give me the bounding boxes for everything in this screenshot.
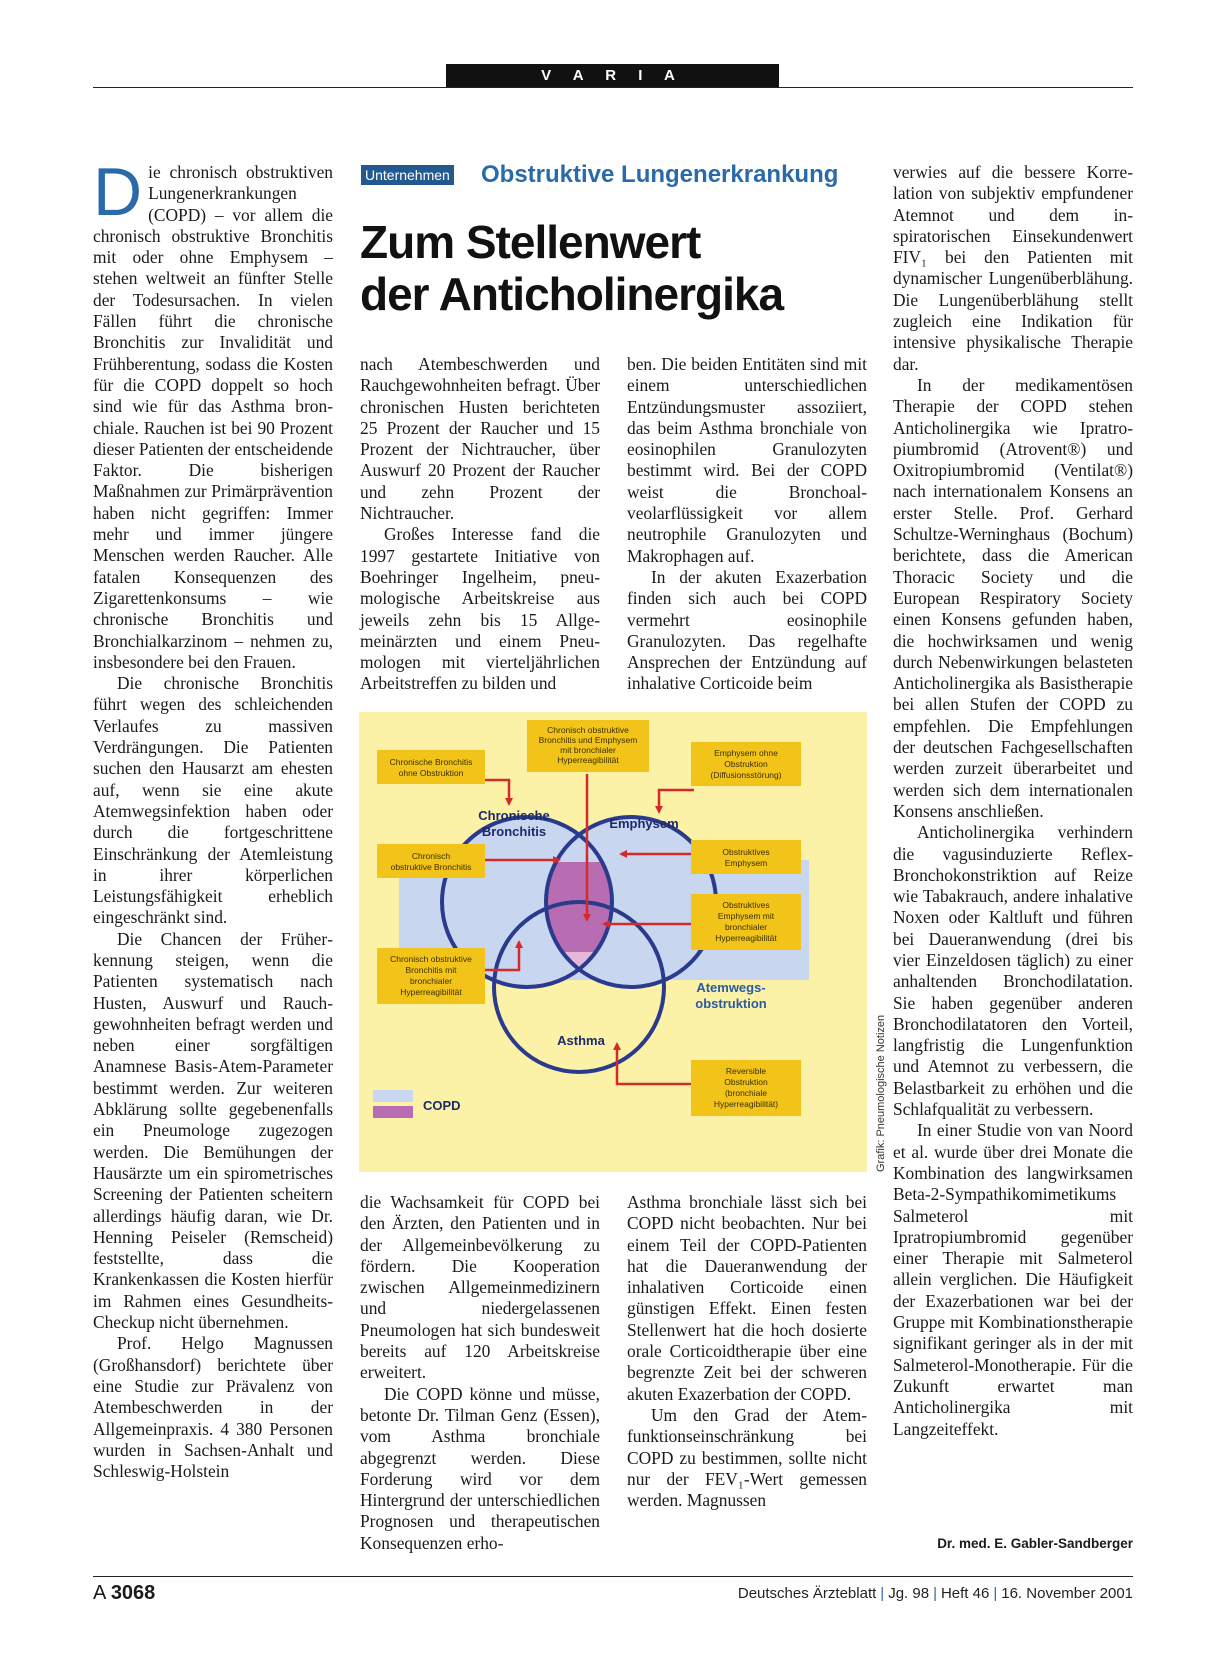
article-column-3-bottom: [627, 1192, 867, 1511]
box-left1-text: ohne Obstruktion: [398, 768, 464, 778]
arrow-right4: [617, 1044, 694, 1084]
journal-volume: Jg. 98: [888, 1585, 930, 1602]
title-line-2: der Anticholinergika: [360, 268, 784, 320]
article-column-1: [93, 154, 333, 1482]
label-obstruktion: obstruktion: [695, 996, 767, 1011]
box-right3-text: bronchialer: [724, 922, 768, 932]
legend-swatch-light: [373, 1090, 413, 1102]
box-left2-text: obstruktive Bronchitis: [390, 862, 472, 872]
box-right1-text: Obstruktion: [724, 759, 768, 769]
box-left3-text: Bronchitis mit: [405, 965, 457, 975]
article-title: [360, 216, 880, 320]
label-asthma: Asthma: [557, 1033, 605, 1048]
article-column-2-bottom: [360, 1192, 600, 1554]
journal-date: 16. November 2001: [1001, 1585, 1133, 1602]
drop-cap: D: [93, 154, 143, 230]
legend-swatch-dark: [373, 1106, 413, 1118]
paragraph: In der akuten Exazerbation finden sich auch bei COPD vermehrt eosinophile Granulozyten. Das regelhafte Ansprechen der Entzündung auf inhalative Corticoide beim: [627, 566, 867, 694]
paragraph: In der medikamentösen Therapie der COPD stehen Anticholinergika wie Ipratropiumbromid (Atrovent®) und Oxitropiumbromid (Ventilat®) nach internationalem Konsens an erster Stelle. Prof. Gerhard Schultze-Werninghaus (Bochum) berichtete, dass die American Thoracic Society und die European Respiratory Society einen Konsens gefunden haben, die hochwirksamen und wenig durch Nebenwirkungen belasteten Anticholinergika als Basistherapie bei allen Stufen der COPD zu empfehlen. Die Empfehlungen der deutschen Fachgesellschaften werden zurzeit überarbeitet und werden sich dem internationalen Konsens anschließen.: [893, 374, 1133, 821]
paragraph: nach Atembeschwerden und Rauchgewohnheiten befragt. Über chronischen Husten berichteten 25 Prozent der Raucher und 15 Prozent der Nichtraucher, über Auswurf 20 Prozent der Raucher und zehn Prozent der Nichtraucher.: [360, 354, 600, 524]
paragraph: Die COPD könne und müsse, betonte Dr. Tilman Genz (Essen), vom Asthma bronchiale abgegrenzt werden. Diese Forderung wird vor dem Hintergrund der unterschiedlichen Prognosen und therapeutischen Konsequenzen erho-: [360, 1383, 600, 1553]
box-left3-text: bronchialer: [409, 976, 453, 986]
box-right2-text: Emphysem: [724, 858, 768, 868]
box-left1: [377, 750, 485, 784]
box-right4-text: (bronchiale: [724, 1088, 768, 1098]
box-right4-text: Reversible: [725, 1066, 767, 1076]
box-right2: [691, 840, 801, 874]
paragraph: Prof. Helgo Magnussen (Großhansdorf) berichtete über eine Studie zur Prävalenz von Atembeschwerden in der Allgemeinpraxis. 4 380 Personen wurden in Sachsen-Anhalt und Schleswig-Holstein: [93, 1333, 333, 1482]
title-line-1: Zum Stellenwert: [360, 216, 701, 268]
article-column-4: [893, 162, 1133, 1440]
figure-credit: Grafik: Pneumologische Notizen: [875, 1014, 887, 1172]
paragraph: Asthma bronchiale lässt sich bei COPD nicht beobachten. Nur bei einem Teil der COPD-Patienten hat die Daueranwendung der inhalativen Corticoide einen günstigen Effekt. Einen festen Stellenwert hat die hoch dosierte orale Corticoidtherapie über eine begrenzte Zeit bei der schweren akuten Exazerbation der COPD.: [627, 1192, 867, 1404]
section-header: V A R I A: [446, 64, 779, 87]
page-number: A 3068: [93, 1582, 156, 1604]
journal-issue: Heft 46: [940, 1585, 990, 1602]
paragraph: Großes Interesse fand die 1997 gestartete Initiative von Boehringer Ingelheim, pneumologische Arbeitskreise aus jeweils zehn bis 15 Allgemeinärzten und einem Pneumologen mit vierteljährlichen Arbeitstreffen zu bilden und: [360, 524, 600, 694]
box-top-text: Hyperreagibilität: [557, 755, 619, 765]
lead-paragraph: Die chronisch obstruktiven Lungenerkrankungen (COPD) – vor allem die chronisch obstruktive Bronchitis mit oder ohne Emphysem – stehen weltweit an fünfter Stelle der Todesursachen. In vielen Fällen führt die chronische Bronchitis zur Invalidität und Frühberentung, sodass die Kosten für die COPD doppelt so hoch sind wie für das Asthma bronchiale. Rauchen ist bei 90 Prozent dieser Patienten der entscheidende Faktor. Die bisherigen Maßnahmen zur Primärprävention haben nicht gegriffen: Immer mehr und immer jüngere Menschen werden Raucher. Alle fatalen Konsequenzen des Zigarettenkonsums – wie chronische Bronchitis und Bronchialkarzinom – nehmen zu, insbesondere bei den Frauen.: [93, 154, 333, 672]
box-left3-text: Hyperreagibilität: [400, 987, 462, 997]
paragraph: Anticholinergika verhindern die vagusinduzierte Reflex-Bronchokonstriktion auf Reize wie Tabakrauch, andere inhalative Noxen oder Kaltluft und führen bei Daueranwendung (drei bis vier Einzeldosen täglich) zu einer anhaltenden Bronchodilatation. Sie haben gegenüber anderen Bronchodilatatoren den Vorteil, langfristig die Lungenfunktion und Atemnot zu verbessern, die Belastbarkeit zu erhöhen und die Schlafqualität zu verbessern.: [893, 822, 1133, 1120]
article-column-2-top: [360, 354, 600, 695]
article-topic: Obstruktive Lungenerkrankung: [481, 161, 839, 188]
paragraph: Die chronische Bronchitis führt wegen des schleichenden Verlaufes zu massiven Verdrängungen. Die Patienten suchen den Hausarzt am ehesten auf, wenn sie eine akute Atemwegsinfektion haben oder durch die fortgeschrittene Einschränkung der Atemleistung in ihrer körperlichen Leistungsfähigkeit erheblich eingeschränkt sind.: [93, 673, 333, 928]
label-emphysem: Emphysem: [609, 816, 679, 831]
paragraph: die Wachsamkeit für COPD bei den Ärzten, den Patienten und in der Allgemeinbevölkerung zu fördern. Die Kooperation zwischen Allgemeinmedizinern und niedergelassenen Pneumologen hat sich bundesweit bereits auf 120 Arbeitskreise erweitert.: [360, 1192, 600, 1383]
legend-label: COPD: [423, 1098, 461, 1113]
box-left2: [377, 844, 485, 878]
box-right4-text: Obstruktion: [724, 1077, 768, 1087]
article-column-3-top: [627, 354, 867, 695]
paragraph: ben. Die beiden Entitäten sind mit einem unterschiedlichen Entzündungsmuster assoziiert, das beim Asthma bronchiale von eosinophilen Granulozyten bestimmt wird. Bei der COPD weist die Bronchoalveolarflüssigkeit vor allem neutrophile Granulozyten und Makrophagen auf.: [627, 354, 867, 566]
box-left3-text: Chronisch obstruktive: [390, 954, 472, 964]
box-right1-text: (Diffusionsstörung): [710, 770, 782, 780]
rubric-badge: Unternehmen: [361, 165, 454, 185]
box-top-text: Chronisch obstruktive: [547, 725, 629, 735]
paragraph: verwies auf die bessere Korrelation von subjektiv empfundener Atemnot und dem inspiratorischen Einsekundenwert FIV₁ bei den Patienten mit dynamischer Lungenüberblähung. Die Lungenüberblähung stellt zugleich eine Indikation für intensive physikalische Therapie dar.: [893, 162, 1133, 374]
box-right3-text: Obstruktives: [722, 900, 770, 910]
author-signature: Dr. med. E. Gabler-Sandberger: [937, 1536, 1133, 1551]
arrow-right1: [659, 790, 694, 812]
footer-rule: [93, 1576, 1133, 1577]
box-right3-text: Emphysem mit: [717, 911, 775, 921]
box-right2-text: Obstruktives: [722, 847, 770, 857]
box-top-text: mit bronchialer: [560, 745, 616, 755]
box-top-text: Bronchitis und Emphysem: [538, 735, 638, 745]
label-chronische: Chronische: [478, 808, 550, 823]
box-right3-text: Hyperreagibilität: [715, 933, 777, 943]
label-bronchitis: Bronchitis: [481, 824, 547, 839]
paragraph: Die Chancen der Früherkennung steigen, wenn die Patienten systematisch nach Husten, Auswurf und Rauchgewohnheiten befragt werden und neben einer sorgfältigen Anamnese Basis-Atem-Parameter bestimmt werden. Zur weiteren Abklärung sollte gegebenenfalls ein Pneumologe zugezogen werden. Die Bemühungen der Hausärzte um ein spirometrisches Screening der Patienten scheitern allerdings häufig daran, wie Dr. Henning Peiseler (Remscheid) feststellte, dass die Krankenkassen die Kosten hierfür im Rahmen eines Gesundheits-Checkup nicht übernehmen.: [93, 928, 333, 1333]
paragraph: Um den Grad der Atemfunktionseinschränkung bei COPD zu bestimmen, sollte nicht nur der FEV₁-Wert gemessen werden. Magnussen: [627, 1404, 867, 1511]
box-right4-text: Hyperreagibilität): [713, 1099, 779, 1109]
box-right1-text: Emphysem ohne: [714, 748, 778, 758]
journal-info: Deutsches Ärzteblatt | Jg. 98 | Heft 46 | 16. November 2001: [737, 1585, 1133, 1602]
box-left1-text: Chronische Bronchitis: [389, 757, 473, 767]
header-rule: [93, 87, 1133, 88]
label-atemwegs: Atemwegs-: [696, 980, 766, 995]
journal-name: Deutsches Ärzteblatt: [737, 1585, 877, 1602]
paragraph: In einer Studie von van Noord et al. wurde über drei Monate die Kombination des langwirksamen Beta-2-Sympathikomimetikums Salmeterol mit Ipratropiumbromid gegenüber einer Therapie mit Salmeterol allein verglichen. Die Häufigkeit der Exazerbationen war bei der Gruppe mit Kombinationstherapie signifikant geringer als in der mit Salmeterol-Monotherapie. Für die Zukunft erwartet man Anticholinergika mit Langzeiteffekt.: [893, 1120, 1133, 1439]
box-left2-text: Chronisch: [411, 851, 451, 861]
copd-venn-diagram: [359, 712, 867, 1172]
venn-svg: [359, 712, 867, 1172]
